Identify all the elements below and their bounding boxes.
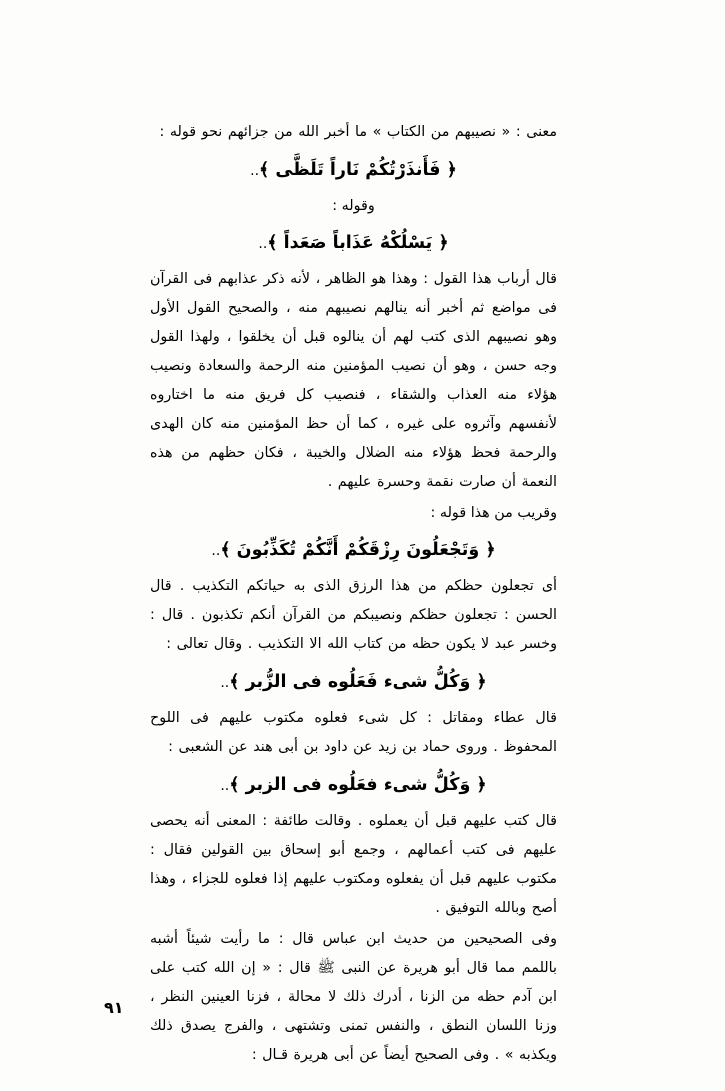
quran-verse-3 (150, 533, 557, 568)
paragraph-intro: معنى : « نصيبهم من الكتاب » ما أخبر الله من جزائهم نحو قوله : (159, 124, 557, 140)
verse-trailing-dots: .. (258, 236, 268, 252)
verse-text: ﴿ وَتَجْعَلُونَ رِزْقَكُمْ أَنَّكُمْ تُكَذِّبُونَ ﴾ (220, 540, 496, 560)
line-qareeb: وقريب من هذا قوله : (430, 505, 557, 521)
verse-text: ﴿ فَأَنذَرْتُكُمْ نَاراً تَلَظَّى ﴾ (259, 160, 457, 180)
page-number: ٩١ (104, 998, 124, 1017)
paragraph-commentary-3: قال عطاء ومقاتل : كل شىء فعلوه مكتوب عليهم فى اللوح المحفوظ . وروى حماد بن زيد عن داود بن أبى هند عن الشعبى : (150, 710, 557, 755)
verse-text: ﴿ وَكُلُّ شىء فعَلُوه فى الزبر ﴾ (229, 775, 487, 795)
quran-verse-5 (150, 768, 557, 803)
page-content (150, 118, 557, 1072)
paragraph-commentary-2: أى تجعلون حظكم من هذا الرزق الذى به حياتكم التكذيب . قال الحسن : تجعلون حظكم ونصيبكم من القرآن أنكم تكذبون . قال : وخسر عبد لا يكون حظه من كتاب الله الا التكذيب . وقال تعالى : (150, 578, 557, 652)
verse-trailing-dots: .. (250, 163, 260, 179)
quran-verse-4 (150, 665, 557, 700)
quran-verse-1 (150, 153, 557, 188)
verse-text: ﴿ وَكُلُّ شىء فَعَلُوه فى الزُّبر ﴾ (229, 672, 487, 692)
paragraph-commentary-1: قال أرباب هذا القول : وهذا هو الظاهر ، لأنه ذكر عذابهم فى القرآن فى مواضع ثم أخبر أنه ينالهم نصيبهم منه ، والصحيح القول الأول وهو نصيبهم الذى كتب لهم أن ينالوه قبل أن يخلقوا ، ولهذا القول وجه حسن ، وهو أن نصيب المؤمنين منه الرحمة والسعادة ونصيب هؤلاء منه العذاب والشقاء ، فنصيب كل فريق منه ما اختاروه لأنفسهم وآثروه على غيره ، كما أن حظ المؤمنين منه كان الهدى والرحمة فحظ هؤلاء منه الضلال والخيبة ، فكان حظهم من هذه النعمة أن صارت نقمة وحسرة عليهم . (150, 271, 557, 490)
verse-trailing-dots: .. (211, 543, 221, 559)
verse-text: ﴿ يَسْلُكْهُ عَذَاباً صَعَداً ﴾ (267, 233, 449, 253)
quran-verse-2 (150, 226, 557, 261)
verse-trailing-dots: .. (220, 675, 230, 691)
line-waqawluhu-1: وقوله : (332, 198, 375, 214)
paragraph-commentary-4: قال كتب عليهم قبل أن يعملوه . وقالت طائفة : المعنى أنه يحصى عليهم فى كتب أعمالهم ، وجمع أبو إسحاق بين القولين فقال : مكتوب عليهم قبل أن يفعلوه ومكتوب عليهم إذا فعلوه للجزاء ، وهذا أصح وبالله التوفيق . (150, 813, 557, 916)
verse-trailing-dots: .. (220, 778, 230, 794)
paragraph-hadith: وفى الصحيحين من حديث ابن عباس قال : ما رأيت شيئاً أشبه باللمم مما قال أبو هريرة عن النبى ﷺ قال : « إن الله كتب على ابن آدم حظه من الزنا ، أدرك ذلك لا محالة ، فزنا العينين النظر ، وزنا اللسان النطق ، والنفس تمنى وتشتهى ، والفرج يصدق ذلك ويكذبه » . وفى الصحيح أيضاً عن أبى هريرة قـال : (150, 931, 557, 1063)
